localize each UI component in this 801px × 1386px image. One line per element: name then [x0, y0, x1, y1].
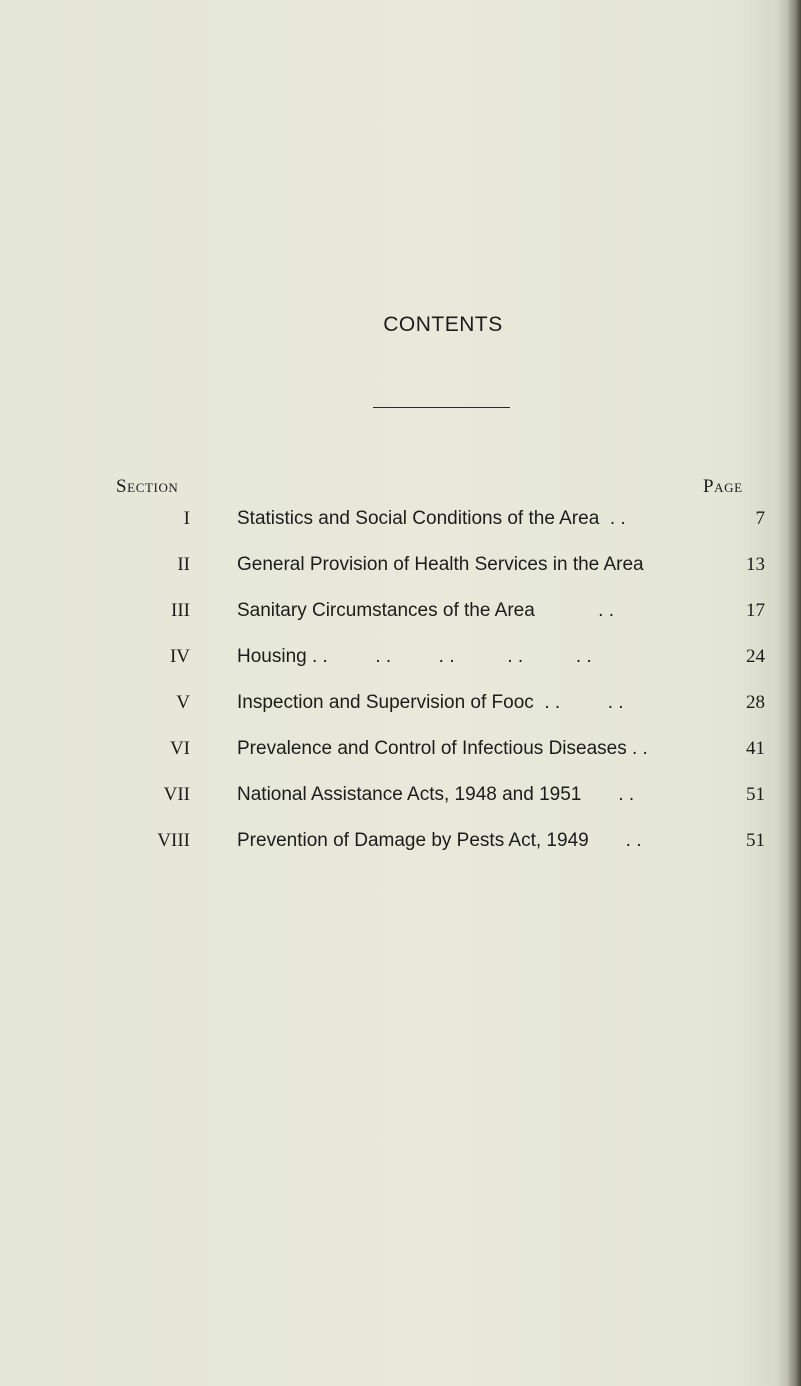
section-title: General Provision of Health Services in the Area: [237, 554, 644, 575]
page-column-header: Page: [703, 476, 743, 497]
section-number: III: [171, 600, 190, 621]
section-number: V: [176, 692, 190, 713]
section-number: IV: [169, 646, 190, 667]
section-title: Housing . . . . . . . . . .: [237, 646, 592, 667]
page-number: 17: [746, 600, 765, 621]
section-number: VIII: [157, 830, 190, 851]
heading-rule: [373, 407, 510, 408]
page-number: 7: [755, 508, 765, 529]
section-title: National Assistance Acts, 1948 and 1951 . .: [237, 784, 635, 805]
section-number: VI: [169, 738, 190, 759]
page-number: 51: [746, 784, 765, 805]
section-number: II: [177, 554, 190, 575]
page-number: 24: [746, 646, 765, 667]
contents-entry: [0, 692, 801, 722]
contents-entry: [0, 554, 801, 584]
contents-entry: [0, 646, 801, 676]
page-number: 28: [746, 692, 765, 713]
contents-entry: [0, 508, 801, 538]
section-title: Prevention of Damage by Pests Act, 1949 . .: [237, 830, 642, 851]
contents-entry: [0, 600, 801, 630]
contents-heading: CONTENTS: [383, 313, 503, 336]
contents-entry: [0, 738, 801, 768]
contents-entry: [0, 784, 801, 814]
page-number: 51: [746, 830, 765, 851]
section-number: I: [183, 508, 190, 529]
contents-entry: [0, 830, 801, 860]
section-number: VII: [163, 784, 190, 805]
section-title: Inspection and Supervision of Fooc . . . .: [237, 692, 624, 713]
section-title: Sanitary Circumstances of the Area . .: [237, 600, 614, 621]
page-number: 13: [746, 554, 765, 575]
page-number: 41: [746, 738, 765, 759]
section-title: Statistics and Social Conditions of the Area . .: [237, 508, 626, 529]
section-title: Prevalence and Control of Infectious Diseases . .: [237, 738, 648, 759]
section-column-header: Section: [116, 476, 179, 497]
